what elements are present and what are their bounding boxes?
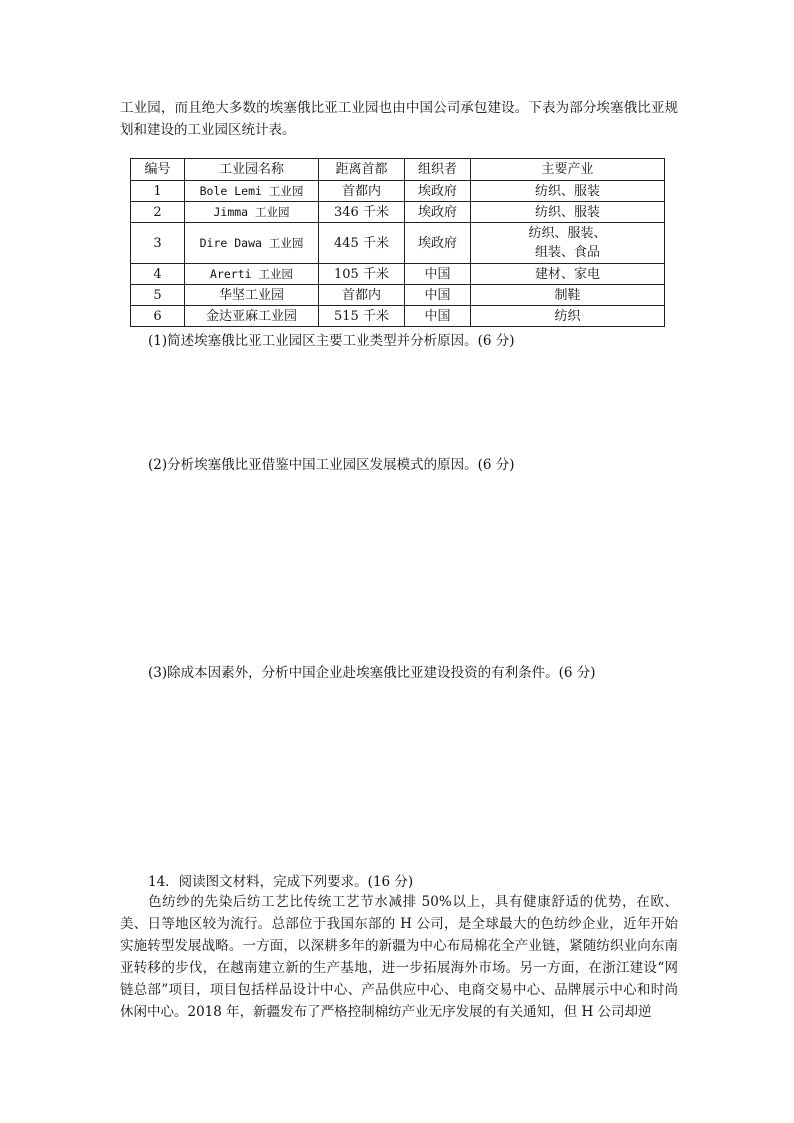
cell-industry: 建材、家电 [471, 264, 665, 285]
table-row [131, 181, 665, 202]
header-no: 编号 [131, 159, 185, 181]
cell-organizer: 中国 [405, 306, 471, 327]
cell-no: 1 [131, 181, 185, 202]
cell-distance: 445 千米 [319, 223, 405, 264]
table-row [131, 306, 665, 327]
cell-organizer: 埃政府 [405, 223, 471, 264]
cell-no: 6 [131, 306, 185, 327]
industrial-park-table [130, 158, 665, 327]
cell-organizer: 中国 [405, 264, 471, 285]
cell-name: 金达亚麻工业园 [185, 306, 319, 327]
cell-distance: 515 千米 [319, 306, 405, 327]
cell-organizer: 埃政府 [405, 181, 471, 202]
question-3: (3)除成本因素外，分析中国企业赴埃塞俄比亚建设投资的有利条件。(6 分) [148, 665, 596, 681]
section-14-body: 色纺纱的先染后纺工艺比传统工艺节水减排 50%以上，具有健康舒适的优势，在欧、美、日等地区较为流行。总部位于我国东部的 H 公司，是全球最大的色纺纱企业，近年开始实施转型发展战略。一方面，以深耕多年的新疆为中心布局棉花全产业链，紧随纺织业向东南亚转移的步伐，在越南建立新的生产基地，进一步拓展海外市场。另一方面，在浙江建设“网链总部”项目，项目包括样品设计中心、产品供应中心、电商交易中心、品牌展示中心和时尚休闲中心。2018 年，新疆发布了严格控制棉纺产业无序发展的有关通知，但 H 公司却逆 [120, 894, 678, 1020]
cell-distance: 346 千米 [319, 202, 405, 223]
table-row [131, 285, 665, 306]
cell-name: Dire Dawa 工业园 [185, 223, 319, 264]
cell-organizer: 埃政府 [405, 202, 471, 223]
cell-industry: 纺织、服装 [471, 202, 665, 223]
header-distance: 距离首都 [319, 159, 405, 181]
cell-industry: 纺织、服装 [471, 181, 665, 202]
cell-industry: 纺织 [471, 306, 665, 327]
table-header-row [131, 159, 665, 181]
header-name: 工业园名称 [185, 159, 319, 181]
header-organizer: 组织者 [405, 159, 471, 181]
table-row [131, 264, 665, 285]
header-industry: 主要产业 [471, 159, 665, 181]
intro-paragraph: 工业园，而且绝大多数的埃塞俄比亚工业园也由中国公司承包建设。下表为部分埃塞俄比亚规划和建设的工业园区统计表。 [120, 100, 678, 138]
cell-no: 2 [131, 202, 185, 223]
cell-name: Bole Lemi 工业园 [185, 181, 319, 202]
table-row [131, 223, 665, 264]
cell-no: 4 [131, 264, 185, 285]
cell-industry: 制鞋 [471, 285, 665, 306]
cell-no: 3 [131, 223, 185, 264]
question-2: (2)分析埃塞俄比亚借鉴中国工业园区发展模式的原因。(6 分) [148, 457, 515, 473]
cell-organizer: 中国 [405, 285, 471, 306]
table-row [131, 202, 665, 223]
cell-industry: 纺织、服装、 组装、食品 [471, 223, 665, 264]
cell-distance: 105 千米 [319, 264, 405, 285]
cell-no: 5 [131, 285, 185, 306]
cell-name: 华坚工业园 [185, 285, 319, 306]
cell-distance: 首都内 [319, 181, 405, 202]
cell-name: Arerti 工业园 [185, 264, 319, 285]
cell-name: Jimma 工业园 [185, 202, 319, 223]
question-1: (1)简述埃塞俄比亚工业园区主要工业类型并分析原因。(6 分) [148, 333, 515, 349]
section-14-heading: 14．阅读图文材料，完成下列要求。(16 分) [148, 874, 414, 890]
cell-distance: 首都内 [319, 285, 405, 306]
